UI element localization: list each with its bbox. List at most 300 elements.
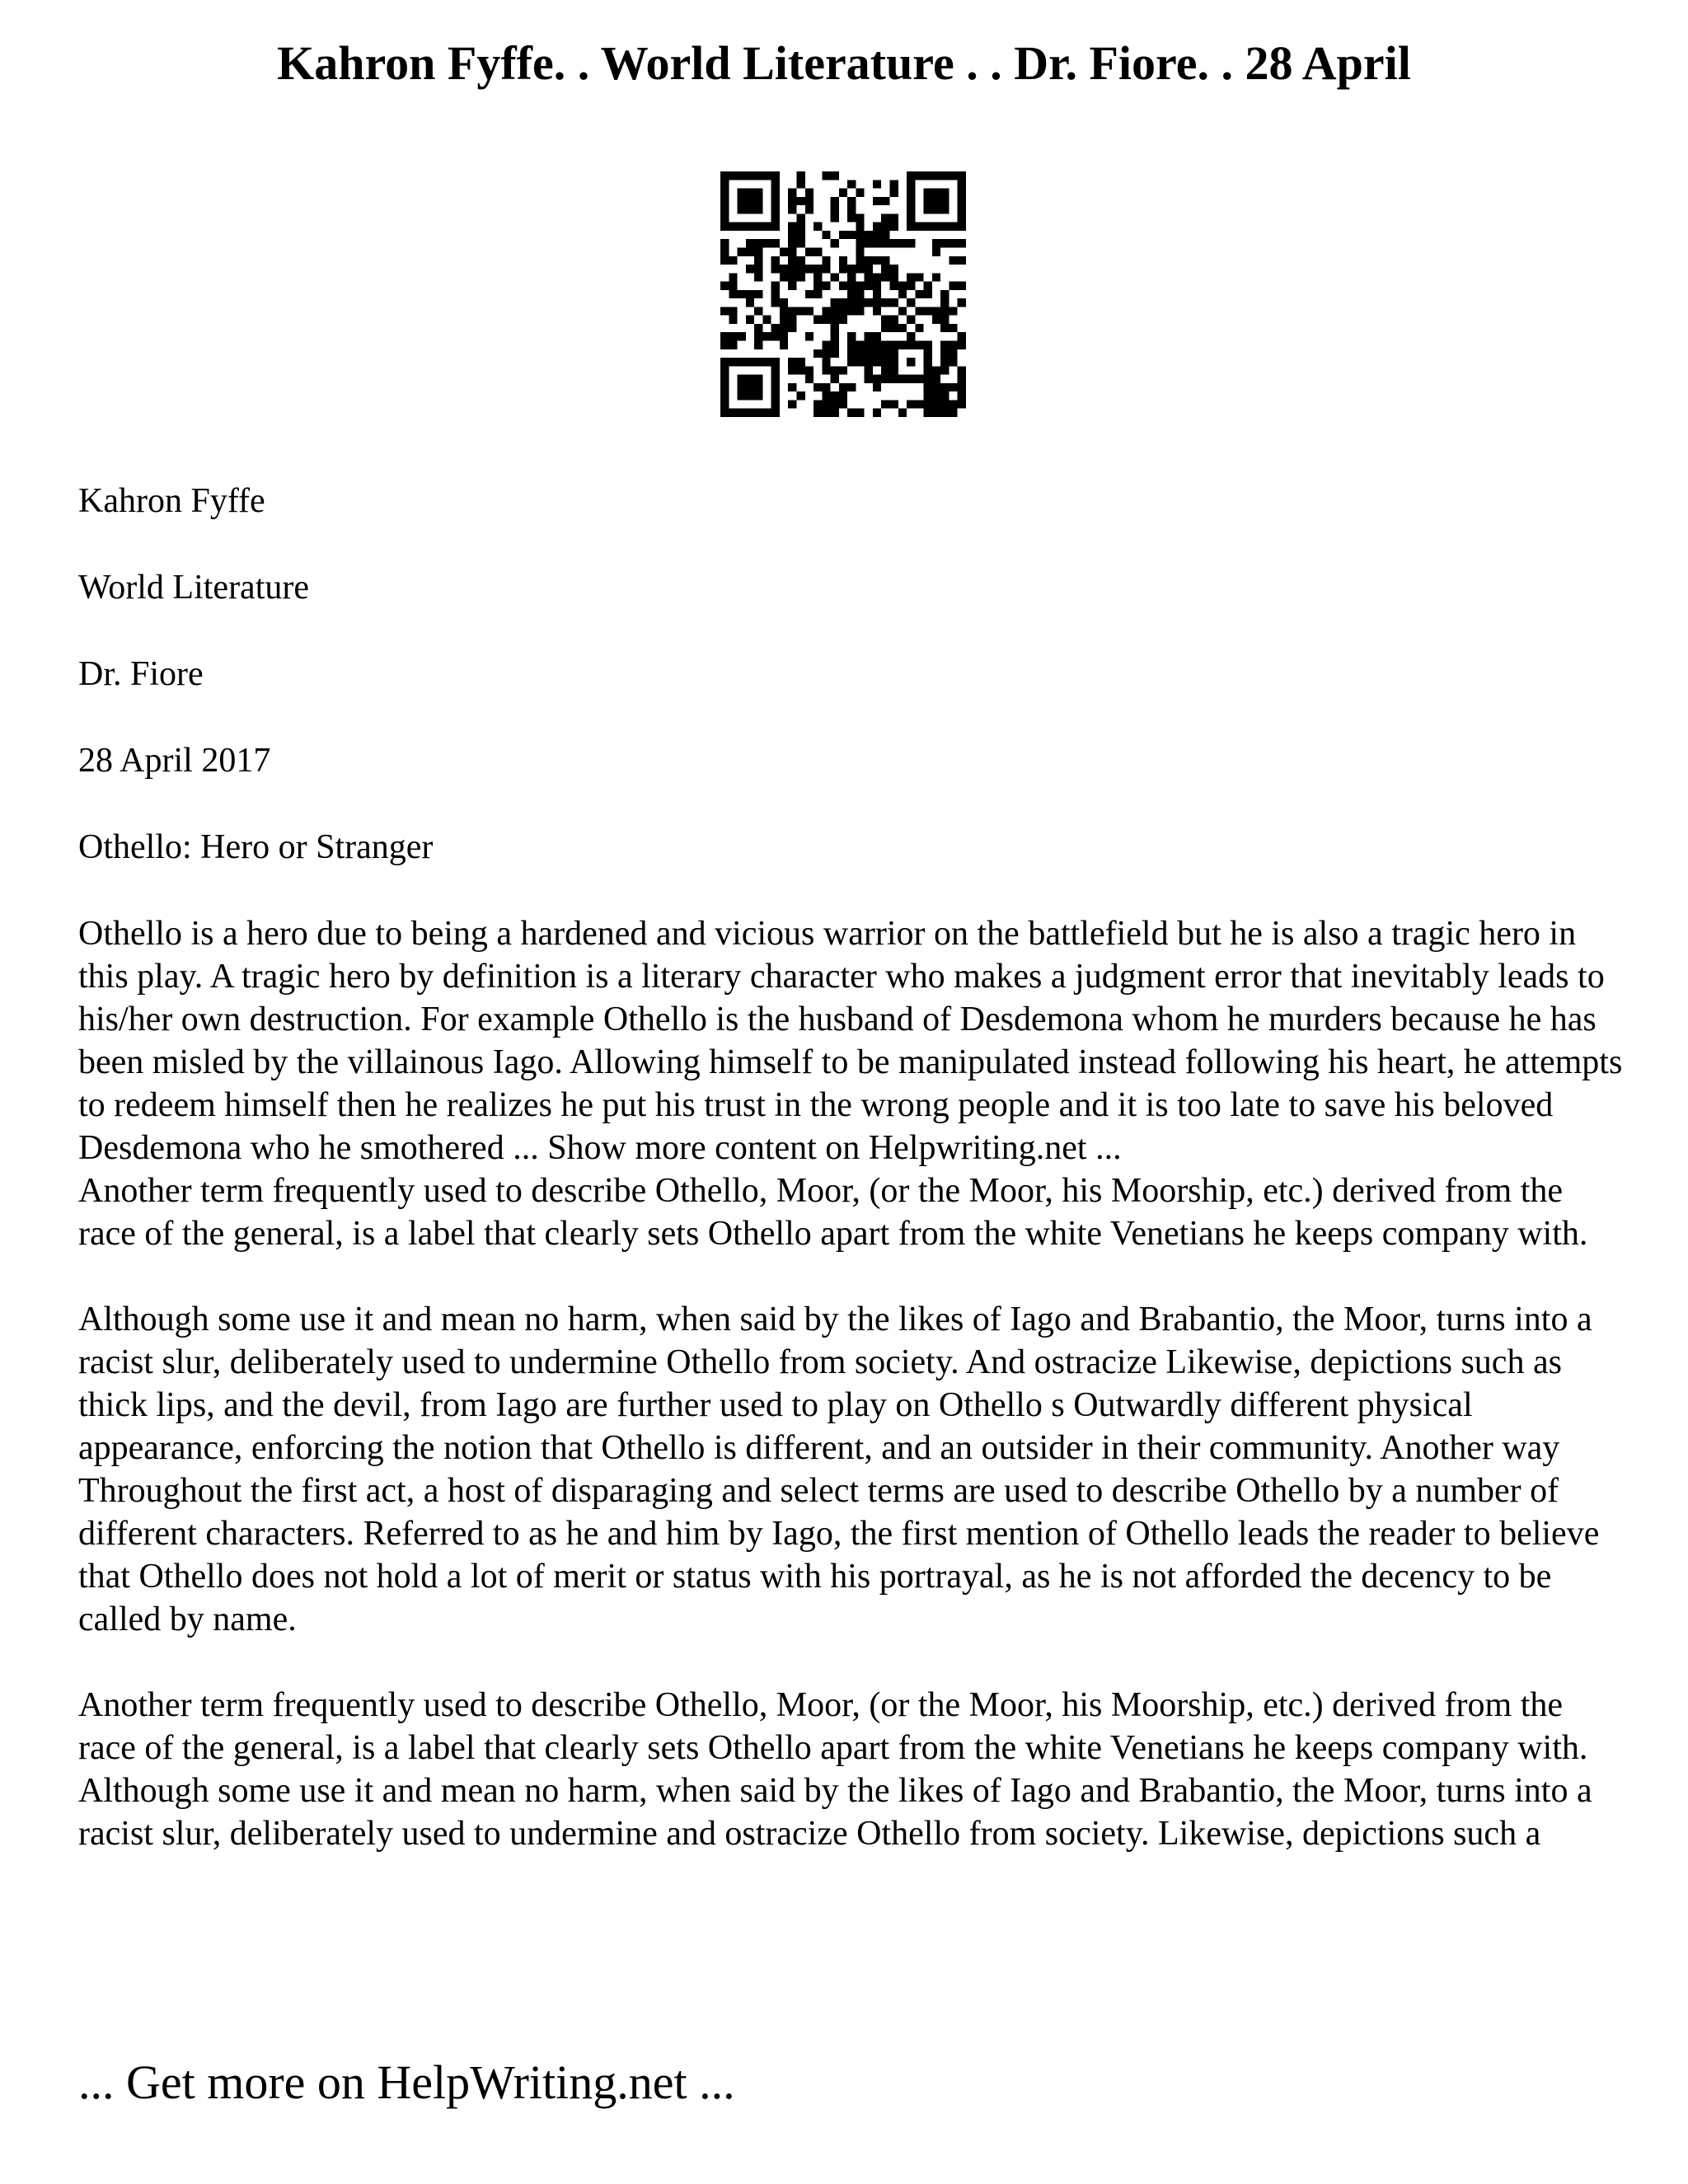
essay-date: 28 April 2017 — [78, 742, 271, 780]
qr-module — [771, 189, 780, 197]
qr-module — [831, 205, 839, 213]
qr-module — [940, 205, 949, 213]
qr-module — [873, 358, 881, 366]
qr-module — [847, 307, 856, 315]
qr-module — [796, 366, 804, 374]
qr-module — [924, 171, 932, 180]
qr-module — [822, 231, 830, 239]
qr-module — [881, 239, 889, 247]
qr-module — [771, 409, 780, 417]
qr-module — [881, 349, 889, 358]
qr-module — [788, 197, 796, 205]
qr-module — [940, 189, 949, 197]
qr-module — [865, 366, 873, 374]
qr-module — [881, 375, 889, 383]
qr-module — [940, 223, 949, 231]
qr-module — [788, 273, 796, 281]
qr-module — [839, 400, 847, 408]
qr-module — [822, 282, 830, 290]
qr-module — [856, 282, 864, 290]
qr-module — [907, 298, 915, 307]
body-paragraph-1: Othello is a hero due to being a hardened and vicious warrior on the battlefield but he is also a tragic hero in this play. A tragic hero by definition is a literary character who makes a judgment error that inevitably leads to his/her own destruction. For example Othello is the husband of Desdemona whom he murders because he has been misled by the villainous Iago. Allowing himself to be manipulated instead following his heart, he attempts to redeem himself then he realizes he put his trust in the wrong people and it is too late to save his beloved Desdemona who he smothered ... Show more content on Helpwriting.net ... — [78, 915, 1623, 1167]
qr-module — [932, 189, 940, 197]
qr-module — [907, 341, 915, 349]
qr-module — [754, 290, 762, 298]
qr-module — [762, 316, 771, 324]
qr-module — [898, 341, 907, 349]
qr-module — [754, 341, 762, 349]
qr-module — [814, 400, 822, 408]
qr-module — [915, 171, 923, 180]
qr-module — [940, 307, 949, 315]
qr-module — [915, 375, 923, 383]
qr-module — [856, 247, 864, 255]
qr-module — [796, 180, 804, 188]
qr-module — [796, 239, 804, 247]
qr-module — [873, 375, 881, 383]
qr-module — [831, 366, 839, 374]
qr-module — [738, 290, 746, 298]
qr-module — [788, 223, 796, 231]
qr-module — [738, 391, 746, 400]
qr-module — [949, 409, 957, 417]
qr-module — [720, 366, 729, 374]
qr-module — [907, 282, 915, 290]
qr-module — [729, 307, 737, 315]
qr-module — [865, 256, 873, 265]
qr-module — [890, 324, 898, 332]
qr-module — [847, 213, 856, 222]
qr-module — [831, 375, 839, 383]
qr-module — [754, 375, 762, 383]
qr-module — [932, 223, 940, 231]
qr-module — [771, 282, 780, 290]
qr-module — [924, 375, 932, 383]
qr-module — [856, 358, 864, 366]
qr-module — [847, 180, 856, 188]
qr-module — [720, 213, 729, 222]
qr-module — [940, 298, 949, 307]
qr-module — [873, 409, 881, 417]
qr-module — [746, 409, 754, 417]
qr-module — [754, 205, 762, 213]
qr-module — [831, 409, 839, 417]
qr-module — [754, 223, 762, 231]
qr-module — [907, 316, 915, 324]
qr-module — [822, 341, 830, 349]
qr-module — [771, 332, 780, 340]
qr-module — [729, 282, 737, 290]
qr-module — [865, 231, 873, 239]
qr-module — [949, 282, 957, 290]
qr-module — [771, 358, 780, 366]
qr-module — [738, 409, 746, 417]
qr-module — [873, 383, 881, 391]
qr-module — [932, 383, 940, 391]
qr-module — [865, 375, 873, 383]
qr-module — [898, 290, 907, 298]
qr-module — [814, 383, 822, 391]
qr-module — [924, 290, 932, 298]
qr-module — [831, 391, 839, 400]
qr-module — [856, 265, 864, 273]
qr-module — [856, 239, 864, 247]
qr-module — [847, 231, 856, 239]
qr-module — [890, 316, 898, 324]
qr-module — [924, 400, 932, 408]
qr-module — [720, 391, 729, 400]
qr-module — [856, 189, 864, 197]
qr-module — [873, 290, 881, 298]
qr-module — [762, 409, 771, 417]
qr-module — [932, 197, 940, 205]
qr-module — [856, 409, 864, 417]
qr-module — [720, 282, 729, 290]
qr-module — [796, 223, 804, 231]
essay-title: Othello: Hero or Stranger — [78, 828, 434, 866]
qr-module — [771, 213, 780, 222]
qr-module — [907, 189, 915, 197]
qr-module — [940, 316, 949, 324]
qr-module — [949, 400, 957, 408]
qr-module — [949, 383, 957, 391]
qr-module — [915, 341, 923, 349]
qr-module — [805, 366, 814, 374]
qr-module — [856, 307, 864, 315]
qr-module — [831, 349, 839, 358]
qr-module — [949, 223, 957, 231]
qr-module — [754, 256, 762, 265]
qr-module — [865, 265, 873, 273]
qr-module — [847, 290, 856, 298]
qr-module — [796, 391, 804, 400]
qr-module — [729, 316, 737, 324]
qr-module — [873, 197, 881, 205]
qr-module — [940, 197, 949, 205]
qr-module — [958, 298, 966, 307]
qr-module — [805, 189, 814, 197]
qr-module — [771, 265, 780, 273]
qr-module — [924, 409, 932, 417]
qr-module — [796, 256, 804, 265]
qr-module — [780, 298, 788, 307]
qr-module — [771, 171, 780, 180]
qr-module — [746, 205, 754, 213]
qr-module — [940, 290, 949, 298]
qr-module — [729, 273, 737, 281]
qr-module — [780, 273, 788, 281]
qr-module — [890, 223, 898, 231]
qr-module — [907, 213, 915, 222]
qr-module — [847, 273, 856, 281]
qr-module — [890, 265, 898, 273]
qr-module — [746, 239, 754, 247]
qr-module — [873, 180, 881, 188]
qr-module — [847, 298, 856, 307]
qr-module — [958, 189, 966, 197]
qr-module — [865, 298, 873, 307]
qr-module — [958, 213, 966, 222]
document-body — [78, 480, 1628, 1855]
qr-module — [924, 223, 932, 231]
qr-module — [932, 307, 940, 315]
qr-module — [788, 247, 796, 255]
qr-module — [720, 256, 729, 265]
qr-module — [738, 375, 746, 383]
qr-module — [796, 307, 804, 315]
qr-module — [924, 197, 932, 205]
qr-module — [780, 324, 788, 332]
qr-module — [865, 349, 873, 358]
qr-module — [856, 231, 864, 239]
qr-module — [729, 332, 737, 340]
qr-module — [932, 316, 940, 324]
qr-module — [924, 341, 932, 349]
qr-module — [729, 341, 737, 349]
qr-module — [924, 358, 932, 366]
qr-module — [788, 358, 796, 366]
qr-module — [814, 265, 822, 273]
qr-module — [754, 391, 762, 400]
qr-module — [907, 400, 915, 408]
qr-module — [746, 197, 754, 205]
qr-module — [746, 171, 754, 180]
qr-module — [890, 298, 898, 307]
qr-module — [746, 391, 754, 400]
qr-module — [907, 375, 915, 383]
qr-module — [890, 375, 898, 383]
qr-module — [754, 332, 762, 340]
qr-module — [788, 366, 796, 374]
qr-module — [788, 282, 796, 290]
qr-module — [780, 341, 788, 349]
qr-module — [958, 391, 966, 400]
qr-module — [738, 197, 746, 205]
qr-module — [839, 391, 847, 400]
qr-module — [958, 256, 966, 265]
qr-module — [771, 391, 780, 400]
qr-module — [881, 197, 889, 205]
qr-module — [932, 409, 940, 417]
qr-module — [771, 197, 780, 205]
qr-module — [805, 265, 814, 273]
qr-module — [856, 349, 864, 358]
qr-module — [924, 282, 932, 290]
qr-module — [831, 400, 839, 408]
qr-module — [847, 332, 856, 340]
qr-module — [847, 341, 856, 349]
qr-module — [856, 223, 864, 231]
body-paragraph-2: Another term frequently used to describe Othello, Moor, (or the Moor, his Moorship, etc.) derived from the race of the general, is a label that clearly sets Othello apart from the white Venetians he keeps company with. — [78, 1172, 1588, 1253]
qr-module — [746, 189, 754, 197]
qr-module — [822, 409, 830, 417]
qr-module — [865, 282, 873, 290]
qr-module — [907, 171, 915, 180]
qr-module — [890, 282, 898, 290]
qr-module — [873, 231, 881, 239]
qr-module — [907, 197, 915, 205]
qr-module — [814, 349, 822, 358]
qr-module — [958, 375, 966, 383]
qr-module — [822, 256, 830, 265]
qr-module — [932, 247, 940, 255]
qr-module — [915, 290, 923, 298]
qr-module — [839, 265, 847, 273]
qr-module — [822, 366, 830, 374]
qr-module — [949, 307, 957, 315]
qr-module — [788, 265, 796, 273]
qr-module — [720, 223, 729, 231]
qr-module — [729, 290, 737, 298]
qr-module — [940, 358, 949, 366]
qr-module — [762, 332, 771, 340]
qr-module — [754, 358, 762, 366]
qr-module — [847, 349, 856, 358]
qr-module — [932, 400, 940, 408]
qr-module — [873, 223, 881, 231]
body-paragraph-3: Although some use it and mean no harm, when said by the likes of Iago and Brabantio, the Moor, turns into a racist slur, deliberately used to undermine Othello from society. And ostracize Likewise, depictions such as thick lips, and the devil, from Iago are further used to play on Othello s Outwardly different physical appearance, enforcing the notion that Othello is different, and an outsider in their community. Another way Throughout the first act, a host of disparaging and select terms are used to describe Othello by a number of different characters. Referred to as he and him by Iago, the first mention of Othello leads the reader to believe that Othello does not hold a lot of merit or status with his portrayal, as he is not afforded the decency to be called by name. — [78, 1301, 1600, 1638]
qr-module — [754, 189, 762, 197]
qr-module — [754, 273, 762, 281]
qr-module — [720, 332, 729, 340]
qr-module — [898, 409, 907, 417]
qr-module — [788, 383, 796, 391]
qr-module — [831, 273, 839, 281]
qr-module — [771, 223, 780, 231]
qr-module — [788, 231, 796, 239]
qr-module — [822, 383, 830, 391]
qr-module — [746, 223, 754, 231]
qr-module — [788, 239, 796, 247]
qr-module — [762, 223, 771, 231]
qr-module — [907, 205, 915, 213]
qr-module — [839, 383, 847, 391]
qr-module — [890, 341, 898, 349]
qr-module — [831, 307, 839, 315]
qr-module — [881, 213, 889, 222]
qr-module — [898, 239, 907, 247]
qr-module — [940, 239, 949, 247]
qr-module — [881, 265, 889, 273]
qr-module — [881, 324, 889, 332]
qr-module — [720, 247, 729, 255]
qr-module — [746, 290, 754, 298]
qr-module — [907, 180, 915, 188]
qr-module — [771, 256, 780, 265]
document-title: Kahron Fyffe. . World Literature . . Dr. Fiore. . 28 April — [277, 36, 1411, 90]
qr-module — [720, 400, 729, 408]
qr-module — [924, 189, 932, 197]
qr-module — [865, 332, 873, 340]
qr-module — [831, 324, 839, 332]
qr-module — [865, 358, 873, 366]
qr-module — [796, 171, 804, 180]
qr-module — [814, 223, 822, 231]
qr-module — [720, 197, 729, 205]
qr-module — [822, 391, 830, 400]
qr-module — [881, 256, 889, 265]
qr-module — [890, 273, 898, 281]
qr-module — [907, 223, 915, 231]
qr-module — [839, 366, 847, 374]
qr-module — [847, 282, 856, 290]
get-more-link[interactable]: ... Get more on HelpWriting.net ... — [78, 2055, 735, 2109]
qr-module — [814, 409, 822, 417]
qr-module — [856, 256, 864, 265]
qr-module — [873, 273, 881, 281]
qr-module — [754, 265, 762, 273]
qr-module — [924, 383, 932, 391]
qr-module — [890, 213, 898, 222]
qr-module — [924, 349, 932, 358]
qr-module — [720, 239, 729, 247]
qr-module — [898, 307, 907, 315]
qr-module — [805, 197, 814, 205]
qr-module — [940, 391, 949, 400]
qr-module — [932, 239, 940, 247]
qr-code-graphic — [720, 171, 966, 417]
qr-module — [746, 358, 754, 366]
qr-module — [831, 332, 839, 340]
qr-module — [754, 247, 762, 255]
qr-module — [924, 205, 932, 213]
qr-module — [932, 391, 940, 400]
qr-module — [754, 171, 762, 180]
qr-module — [771, 366, 780, 374]
qr-module — [771, 375, 780, 383]
qr-module — [814, 247, 822, 255]
qr-module — [738, 247, 746, 255]
qr-module — [754, 307, 762, 315]
qr-module — [940, 383, 949, 391]
qr-module — [949, 324, 957, 332]
qr-module — [720, 307, 729, 315]
qr-module — [873, 341, 881, 349]
qr-module — [949, 171, 957, 180]
qr-module — [907, 239, 915, 247]
qr-module — [720, 171, 729, 180]
qr-module — [720, 358, 729, 366]
qr-module — [873, 282, 881, 290]
qr-module — [814, 290, 822, 298]
qr-module — [788, 307, 796, 315]
qr-module — [831, 239, 839, 247]
qr-module — [831, 316, 839, 324]
qr-module — [890, 189, 898, 197]
qr-module — [738, 189, 746, 197]
qr-module — [898, 324, 907, 332]
qr-module — [822, 400, 830, 408]
qr-module — [839, 298, 847, 307]
qr-module — [788, 400, 796, 408]
qr-module — [780, 265, 788, 273]
qr-module — [771, 400, 780, 408]
qr-module — [949, 256, 957, 265]
qr-module — [873, 332, 881, 340]
qr-module — [890, 180, 898, 188]
qr-module — [847, 409, 856, 417]
qr-module — [738, 205, 746, 213]
qr-module — [771, 290, 780, 298]
qr-module — [831, 298, 839, 307]
qr-module — [924, 307, 932, 315]
qr-module — [796, 273, 804, 281]
qr-module — [814, 316, 822, 324]
qr-module — [746, 375, 754, 383]
qr-module — [780, 316, 788, 324]
qr-module — [754, 409, 762, 417]
qr-module — [805, 375, 814, 383]
